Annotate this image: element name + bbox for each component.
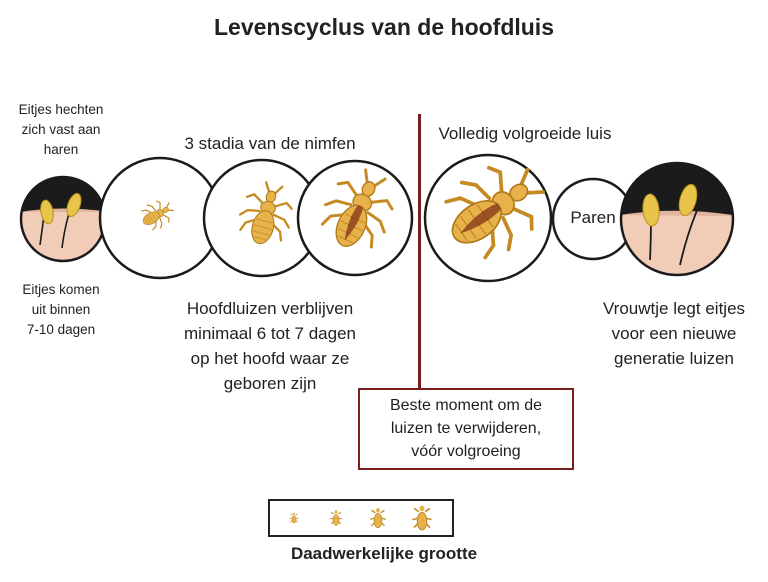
actual-size-caption: Daadwerkelijke grootte xyxy=(290,544,478,563)
eggs-hatch-line-1: Eitjes komen xyxy=(22,282,100,297)
nymphs-stay-line-1: Hoofdluizen verblijven xyxy=(186,299,354,318)
eggs-hatch-line-3: 7-10 dagen xyxy=(26,322,96,337)
size-nymph-2 xyxy=(330,510,342,525)
size-adult xyxy=(412,506,431,530)
callout-line-3: vóór volgroeing xyxy=(411,443,521,460)
callout-line-1: Beste moment om de xyxy=(389,397,543,414)
nymph-stage-1-circle xyxy=(100,158,220,278)
eggs-hatch-line-2: uit binnen xyxy=(31,302,91,317)
callout-line-2: luizen te verwijderen, xyxy=(390,420,542,437)
female-line-2: voor een nieuwe xyxy=(611,324,737,343)
best-moment-callout xyxy=(358,388,574,470)
size-nymph-1 xyxy=(290,513,298,524)
nymph-stage-3-circle xyxy=(298,161,412,275)
actual-size-lice xyxy=(270,501,452,535)
eggs-attach-line-2: zich vast aan xyxy=(21,122,101,137)
eggs-attach-line-3: haren xyxy=(43,142,79,157)
eggs-attach-line-1: Eitjes hechten xyxy=(18,102,104,117)
eggs-on-hair-circle-right xyxy=(615,160,740,275)
adult-heading: Volledig volgroeide luis xyxy=(438,124,612,143)
nymphs-stay-line-2: minimaal 6 tot 7 dagen xyxy=(184,324,356,343)
actual-size-box xyxy=(268,499,454,537)
nymphs-heading: 3 stadia van de nimfen xyxy=(184,134,356,153)
mating-label: Paren xyxy=(570,208,616,227)
adult-louse-circle xyxy=(425,147,559,281)
female-line-1: Vrouwtje legt eitjes xyxy=(602,299,746,318)
diagram-title: Levenscyclus van de hoofdluis xyxy=(214,14,554,40)
nymphs-stay-line-4: geboren zijn xyxy=(223,374,317,393)
nymphs-stay-line-3: op het hoofd waar ze xyxy=(190,349,350,368)
female-line-3: generatie luizen xyxy=(613,349,735,368)
size-nymph-3 xyxy=(370,508,386,528)
